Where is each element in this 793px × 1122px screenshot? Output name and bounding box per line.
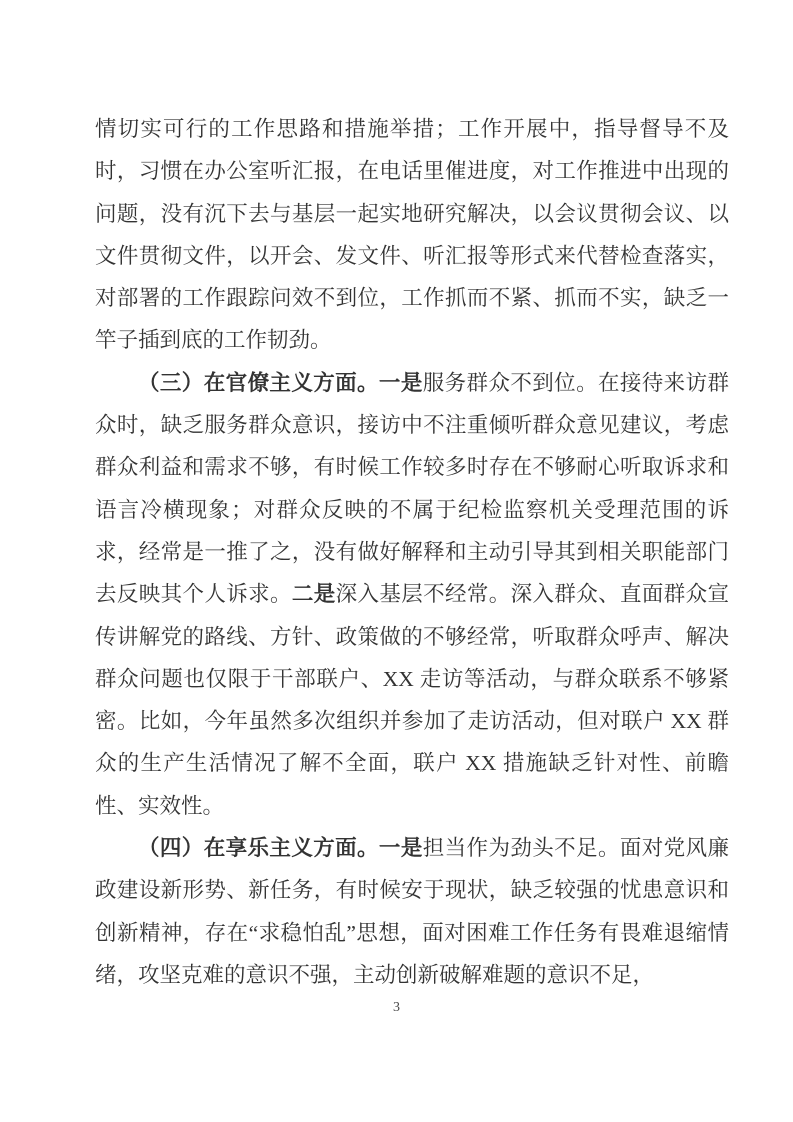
bold-text-segment: （三）在官僚主义方面。一是 — [138, 370, 423, 395]
paragraph — [95, 108, 729, 362]
bold-text-segment: 二是 — [291, 582, 336, 607]
text-segment: 服务群众不到位。在接待来访群众时，缺乏服务群众意识，接访中不注重倾听群众意见建议，考虑群众利益和需求不够，有时候工作较多时存在不够耐心听取诉求和语言冷横现象；对群众反映的不属于纪检监察机关受理范围的诉求，经常是一推了之，没有做好解释和主动引导其到相关职能部门去反映其个人诉求。 — [95, 370, 729, 607]
text-segment: 深入基层不经常。深入群众、直面群众宣传讲解党的路线、方针、政策做的不够经常，听取群众呼声、解决群众问题也仅限于干部联户、XX 走访等活动，与群众联系不够紧密。比如，今年虽然多次组织并参加了走访活动，但对联户 XX 群众的生产生活情况了解不全面，联户 XX 措施缺乏针对性、前瞻性、实效性。 — [95, 582, 729, 818]
text-segment: 担当作为劲头不足。面对党风廉政建设新形势、新任务，有时候安于现状，缺乏较强的忧患意识和创新精神，存在“求稳怕乱”思想，面对困难工作任务有畏难退缩情绪，攻坚克难的意识不强，主动创新破解难题的意识不足， — [95, 836, 729, 987]
bold-text-segment: （四）在享乐主义方面。一是 — [138, 836, 423, 861]
paragraph — [95, 827, 729, 996]
paragraph — [95, 362, 729, 827]
page-number: 3 — [393, 1000, 400, 1015]
document-body — [95, 108, 729, 996]
text-segment: 情切实可行的工作思路和措施举措；工作开展中，指导督导不及时，习惯在办公室听汇报，在电话里催进度，对工作推进中出现的问题，没有沉下去与基层一起实地研究解决，以会议贯彻会议、以文件贯彻文件，以开会、发文件、听汇报等形式来代替检查落实，对部署的工作跟踪问效不到位，工作抓而不紧、抓而不实，缺乏一竿子插到底的工作韧劲。 — [95, 117, 729, 353]
